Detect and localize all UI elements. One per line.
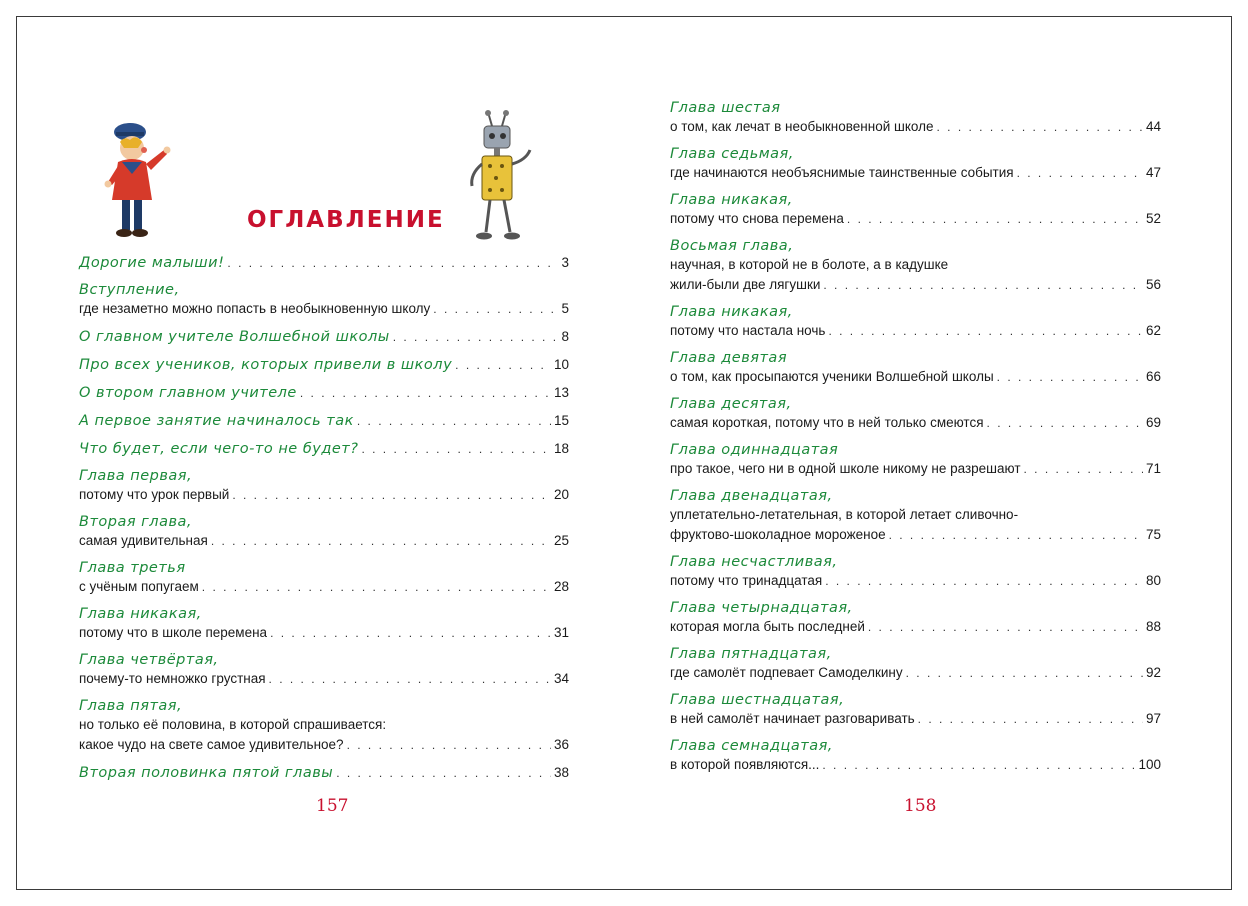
entry-page-number: 13 [553, 385, 569, 400]
page-number-left: 157 [316, 796, 349, 816]
toc-line [670, 163, 1161, 183]
dot-leader [906, 663, 1143, 683]
entry-page-number: 34 [553, 671, 569, 686]
toc-line [670, 321, 1161, 341]
entry-title: про такое, чего ни в одной школе никому не разрешают [670, 461, 1021, 476]
toc-line [79, 355, 569, 375]
toc-entry[interactable] [670, 237, 1161, 295]
entry-page-number: 31 [553, 625, 569, 640]
entry-title: А первое занятие начиналось так [79, 413, 354, 429]
toc-line [670, 117, 1161, 137]
chapter-heading: Глава одиннадцатая [670, 442, 839, 458]
entry-page-number: 44 [1145, 119, 1161, 134]
entry-page-number: 88 [1145, 619, 1161, 634]
toc-line [670, 413, 1161, 433]
dot-leader [828, 321, 1143, 341]
entry-page-number: 38 [553, 765, 569, 780]
chapter-subtitle-line: но только её половина, в которой спрашивается: [79, 717, 387, 732]
entry-page-number: 5 [561, 301, 569, 316]
toc-entry[interactable] [79, 559, 569, 597]
entry-title: Дорогие малыши! [79, 255, 225, 271]
entry-page-number: 47 [1145, 165, 1161, 180]
entry-title: О втором главном учителе [79, 385, 297, 401]
toc-line [670, 617, 1161, 637]
toc-line [79, 763, 569, 783]
dot-leader [202, 577, 551, 597]
dot-leader [823, 275, 1143, 295]
entry-page-number: 18 [553, 441, 569, 456]
dot-leader [433, 299, 558, 319]
dot-leader [1017, 163, 1143, 183]
entry-page-number: 28 [553, 579, 569, 594]
entry-page-number: 80 [1145, 573, 1161, 588]
entry-title: какое чудо на свете самое удивительное? [79, 737, 344, 752]
entry-title: потому что снова перемена [670, 211, 844, 226]
dot-leader [300, 383, 551, 403]
dot-leader [825, 571, 1143, 591]
entry-page-number: 75 [1145, 527, 1161, 542]
entry-page-number: 62 [1145, 323, 1161, 338]
chapter-heading: Глава двенадцатая, [670, 488, 833, 504]
toc-line [79, 669, 569, 689]
toc-entry[interactable] [79, 253, 569, 273]
chapter-subtitle-line: научная, в которой не в болоте, а в кадушке [670, 257, 949, 272]
entry-page-number: 10 [553, 357, 569, 372]
entry-page-number: 20 [553, 487, 569, 502]
entry-page-number: 56 [1145, 277, 1161, 292]
chapter-heading: Глава четвёртая, [79, 652, 219, 668]
chapter-heading: Глава шестнадцатая, [670, 692, 845, 708]
dot-leader [269, 669, 551, 689]
entry-title: которая могла быть последней [670, 619, 865, 634]
toc-entry[interactable] [79, 697, 569, 755]
toc-entry[interactable] [79, 383, 569, 403]
toc-entry[interactable] [79, 355, 569, 375]
toc-entry[interactable] [670, 441, 1161, 479]
toc-entry[interactable] [79, 327, 569, 347]
entry-title: о том, как лечат в необыкновенной школе [670, 119, 934, 134]
toc-entry[interactable] [670, 737, 1161, 775]
toc-line [79, 623, 569, 643]
toc-entry[interactable] [79, 467, 569, 505]
entry-title: потому что тринадцатая [670, 573, 823, 588]
toc-line [79, 411, 569, 431]
toc-line [670, 275, 1161, 295]
entry-page-number: 36 [553, 737, 569, 752]
chapter-heading: Глава никакая, [670, 304, 793, 320]
dot-leader [987, 413, 1143, 433]
entry-title: почему-то немножко грустная [79, 671, 266, 686]
toc-entry[interactable] [79, 439, 569, 459]
toc-entry[interactable] [79, 763, 569, 783]
entry-page-number: 52 [1145, 211, 1161, 226]
entry-title: потому что настала ночь [670, 323, 826, 338]
toc-line [670, 571, 1161, 591]
toc-entry[interactable] [670, 99, 1161, 137]
chapter-heading: Глава девятая [670, 350, 788, 366]
dot-leader [357, 411, 551, 431]
toc-entry[interactable] [79, 281, 569, 319]
entry-page-number: 92 [1145, 665, 1161, 680]
entry-title: жили-были две лягушки [670, 277, 821, 292]
toc-entry[interactable] [670, 645, 1161, 683]
entry-title: Вторая половинка пятой главы [79, 765, 334, 781]
toc-entry[interactable] [670, 553, 1161, 591]
toc-entry[interactable] [79, 513, 569, 551]
entry-title: о том, как просыпаются ученики Волшебной школы [670, 369, 994, 384]
dot-leader [336, 763, 551, 783]
dot-leader [393, 327, 559, 347]
toc-entry[interactable] [79, 411, 569, 431]
chapter-heading: Вступление, [79, 282, 180, 298]
entry-title: с учёным попугаем [79, 579, 199, 594]
toc-line [670, 209, 1161, 229]
entry-title: фруктово-шоколадное мороженое [670, 527, 886, 542]
dot-leader [211, 531, 551, 551]
toc-line [670, 525, 1161, 545]
page-title: ОГЛАВЛЕНИЕ [247, 207, 445, 233]
toc-entry[interactable] [670, 395, 1161, 433]
toc-entry[interactable] [670, 691, 1161, 729]
dot-leader [361, 439, 551, 459]
toc-entry[interactable] [670, 599, 1161, 637]
toc-line [670, 663, 1161, 683]
dot-leader [937, 117, 1143, 137]
dot-leader [822, 755, 1135, 775]
dot-leader [232, 485, 551, 505]
toc-left-column [79, 253, 569, 791]
dot-leader [227, 253, 558, 273]
boy-illustration [100, 120, 180, 245]
dot-leader [868, 617, 1143, 637]
dot-leader [997, 367, 1143, 387]
toc-entry[interactable] [670, 145, 1161, 183]
dot-leader [847, 209, 1143, 229]
toc-line [670, 709, 1161, 729]
dot-leader [1024, 459, 1143, 479]
chapter-heading: Вторая глава, [79, 514, 192, 530]
chapter-heading: Глава пятая, [79, 698, 183, 714]
chapter-subtitle-line: уплетательно-летательная, в которой летает сливочно- [670, 507, 1019, 522]
toc-entry[interactable] [670, 349, 1161, 387]
toc-line [670, 459, 1161, 479]
dot-leader [889, 525, 1143, 545]
dot-leader [455, 355, 551, 375]
toc-line [79, 253, 569, 273]
chapter-heading: Глава семнадцатая, [670, 738, 833, 754]
entry-page-number: 100 [1138, 757, 1161, 772]
toc-line [670, 755, 1161, 775]
entry-title: в ней самолёт начинает разговаривать [670, 711, 915, 726]
toc-entry[interactable] [79, 651, 569, 689]
entry-title: потому что в школе перемена [79, 625, 268, 640]
dot-leader [918, 709, 1143, 729]
chapter-heading: Глава пятнадцатая, [670, 646, 832, 662]
entry-page-number: 66 [1145, 369, 1161, 384]
toc-right-column [670, 99, 1161, 783]
entry-title: О главном учителе Волшебной школы [79, 329, 390, 345]
entry-page-number: 97 [1145, 711, 1161, 726]
chapter-heading: Глава четырнадцатая, [670, 600, 853, 616]
toc-line [79, 383, 569, 403]
entry-title: Про всех учеников, которых привели в школу [79, 357, 453, 373]
toc-line [670, 367, 1161, 387]
toc-line [79, 485, 569, 505]
entry-page-number: 15 [553, 413, 569, 428]
dot-leader [347, 735, 551, 755]
toc-line [79, 327, 569, 347]
entry-title: самая удивительная [79, 533, 208, 548]
entry-title: самая короткая, потому что в ней только смеются [670, 415, 984, 430]
entry-title: Что будет, если чего-то не будет? [79, 441, 359, 457]
toc-entry[interactable] [670, 191, 1161, 229]
chapter-heading: Глава седьмая, [670, 146, 794, 162]
toc-entry[interactable] [670, 303, 1161, 341]
dot-leader [270, 623, 551, 643]
entry-title: в которой появляются... [670, 757, 820, 772]
chapter-heading: Глава никакая, [79, 606, 202, 622]
entry-page-number: 3 [561, 255, 569, 270]
chapter-heading: Глава шестая [670, 100, 781, 116]
toc-line [79, 577, 569, 597]
toc-line [79, 439, 569, 459]
chapter-heading: Глава несчастливая, [670, 554, 838, 570]
entry-title: потому что урок первый [79, 487, 230, 502]
entry-page-number: 69 [1145, 415, 1161, 430]
entry-title: где незаметно можно попасть в необыкновенную школу [79, 301, 431, 316]
entry-page-number: 71 [1145, 461, 1161, 476]
entry-title: где самолёт подпевает Самоделкину [670, 665, 903, 680]
robot-illustration [466, 110, 536, 245]
entry-title: где начинаются необъяснимые таинственные события [670, 165, 1014, 180]
toc-line [79, 735, 569, 755]
toc-entry[interactable] [79, 605, 569, 643]
toc-entry[interactable] [670, 487, 1161, 545]
toc-line [79, 299, 569, 319]
chapter-heading: Восьмая глава, [670, 238, 794, 254]
chapter-heading: Глава никакая, [670, 192, 793, 208]
entry-page-number: 25 [553, 533, 569, 548]
toc-line [79, 531, 569, 551]
page-number-right: 158 [904, 796, 937, 816]
chapter-heading: Глава первая, [79, 468, 193, 484]
entry-page-number: 8 [561, 329, 569, 344]
chapter-heading: Глава третья [79, 560, 186, 576]
chapter-heading: Глава десятая, [670, 396, 792, 412]
